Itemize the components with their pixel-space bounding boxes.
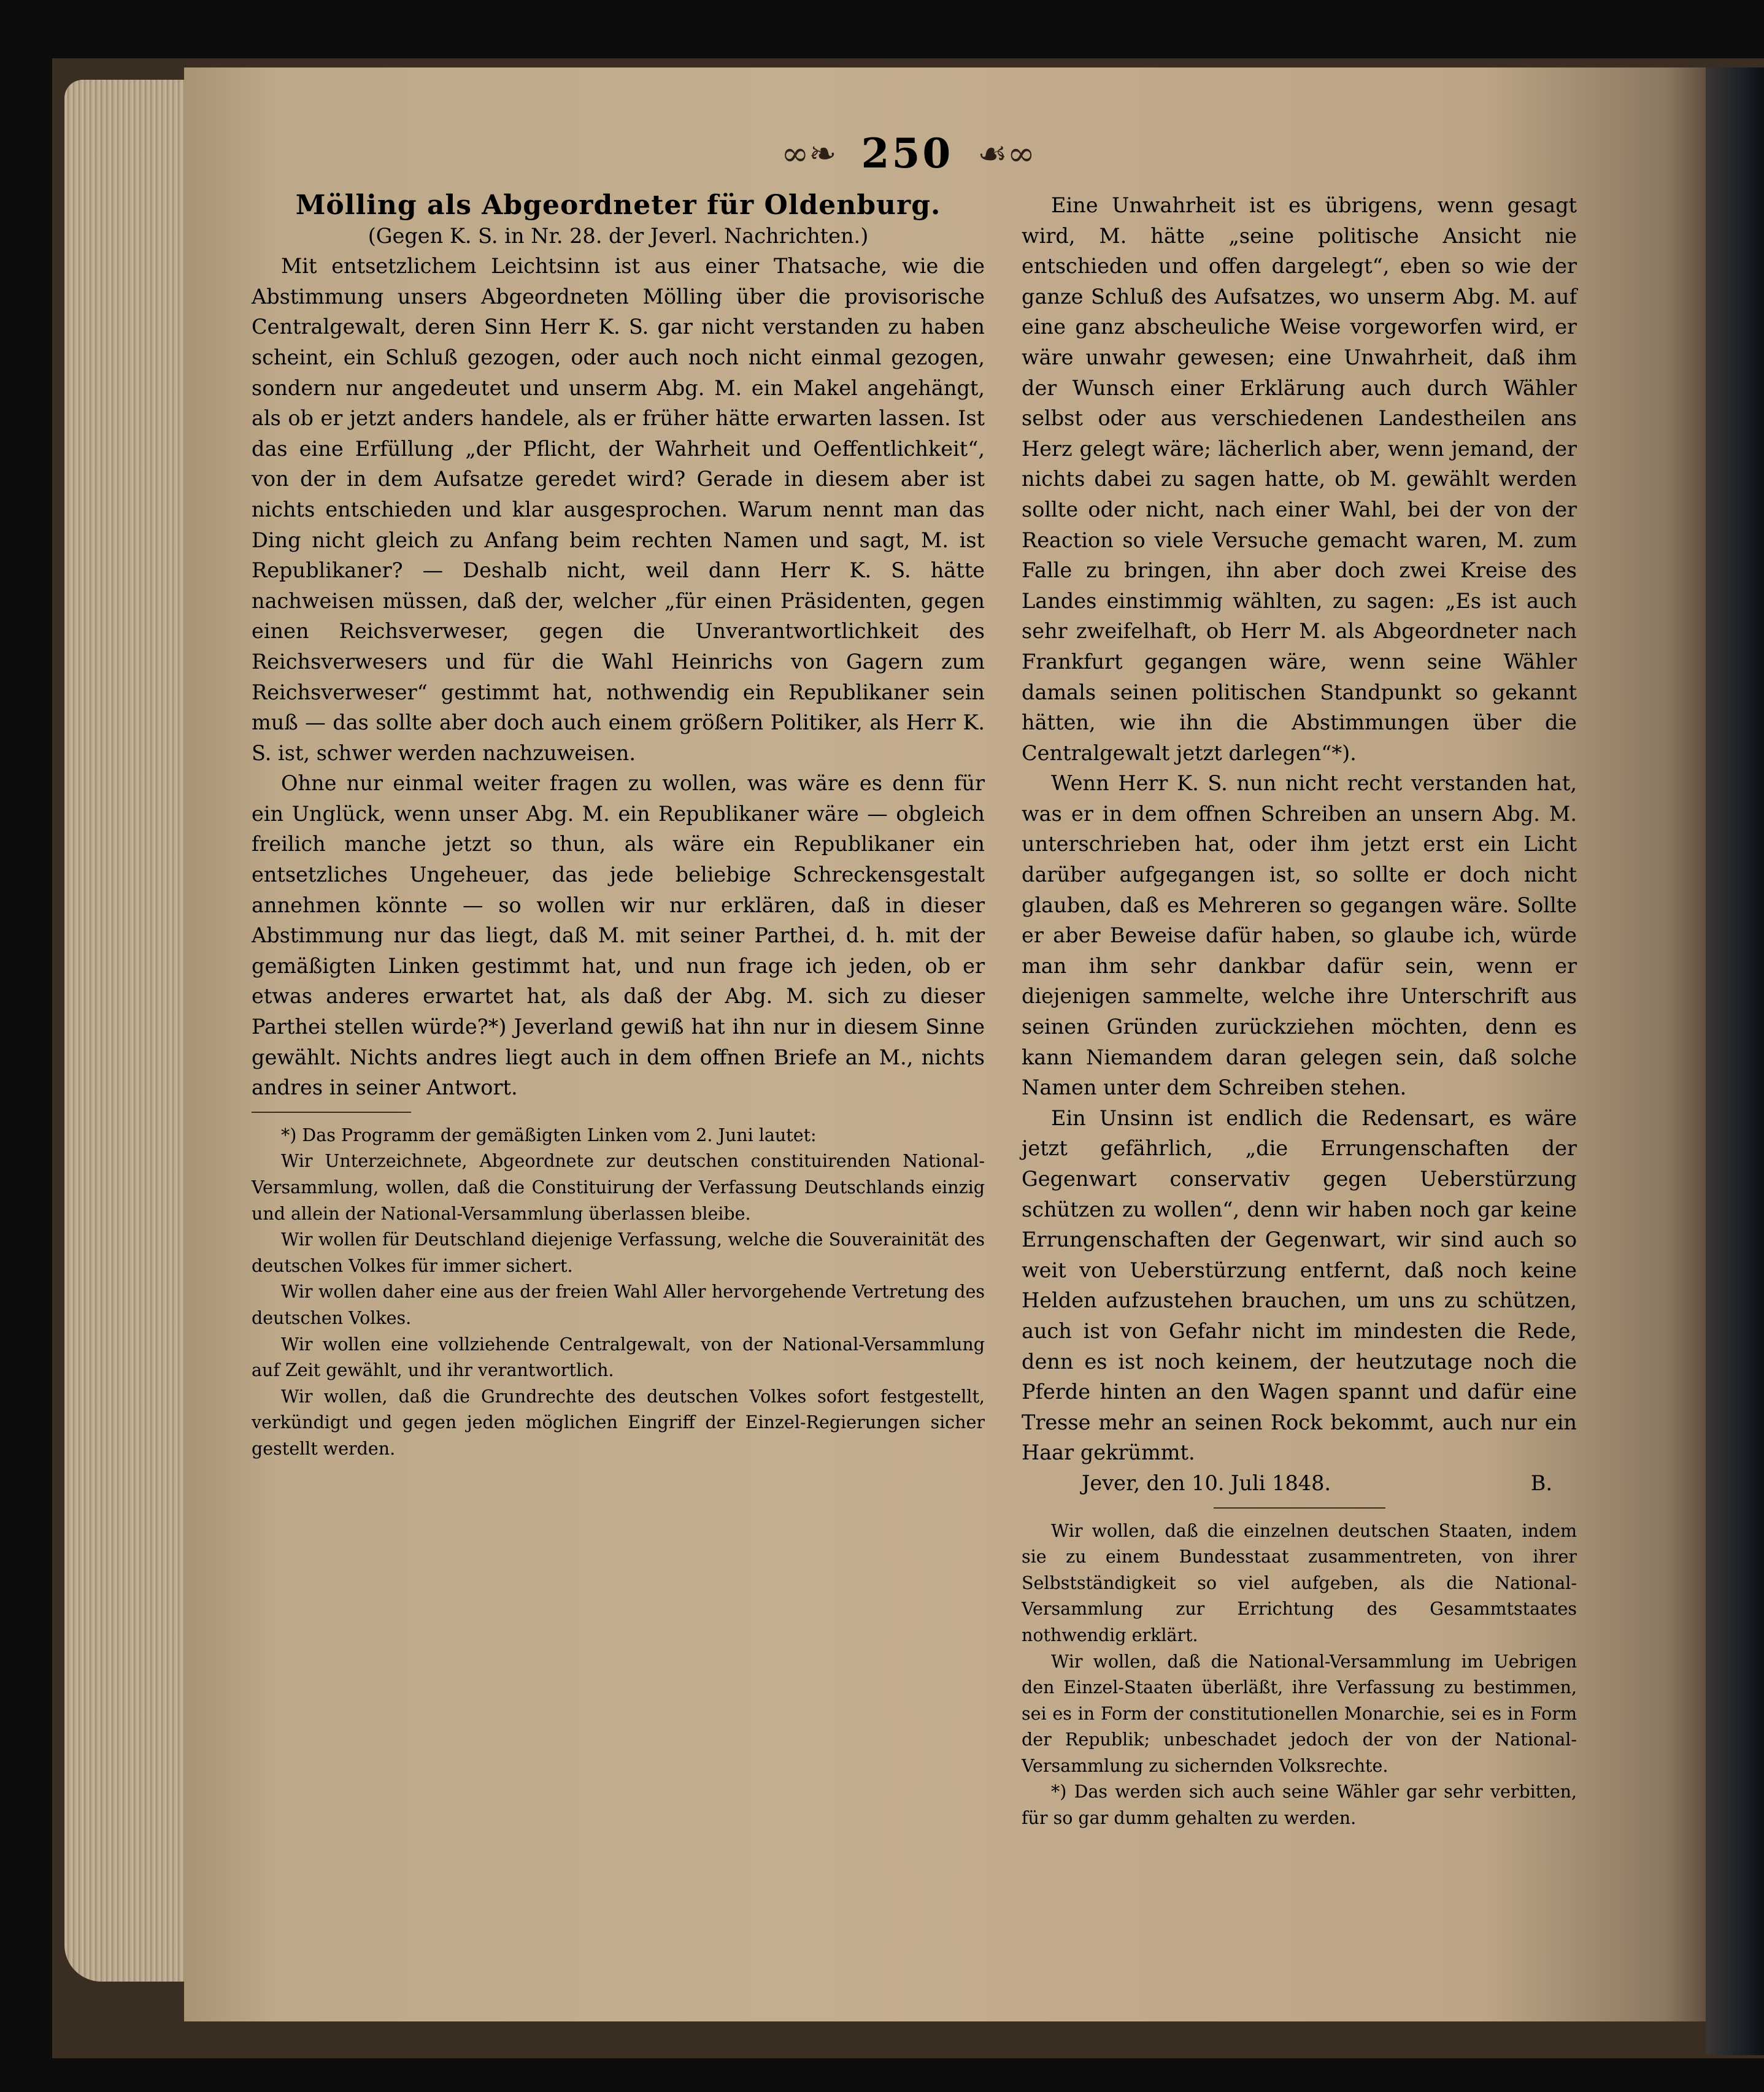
book-spine: [1706, 67, 1764, 2055]
page-number: 250: [861, 129, 953, 177]
paragraph: Wenn Herr K. S. nun nicht recht verstanden hat, was er in dem offnen Schreiben an unsern Abg. M. unterschrieben hat, oder ihm jetzt erst ein Licht darüber aufgegangen ist, so sollte er doch nicht glauben, daß es Mehreren so gegangen wäre. Sollte er aber Beweise dafür haben, so glaube ich, würde man ihm sehr dankbar dafür sein, wenn er diejenigen sammelte, welche ihre Unterschrift aus seinen Gründen zurückziehen möchten, denn es kann Niemandem daran gelegen sein, daß solche Namen unter dem Schreiben stehen.: [1022, 771, 1577, 1100]
ornament-right-icon: ☙∞: [977, 134, 1035, 173]
footnote: Wir wollen, daß die einzelnen deutschen Staaten, indem sie zu einem Bundesstaat zusammentreten, von ihrer Selbstständigkeit so viel aufgeben, als die National-Versammlung zur Errichtung des Gesammtstaates nothwendig erklärt.: [1022, 1520, 1577, 1645]
paragraph: Eine Unwahrheit ist es übrigens, wenn gesagt wird, M. hätte „seine politische Ansicht nie entschieden und offen dargelegt“, eben so wie der ganze Schluß des Aufsatzes, wo unserm Abg. M. auf eine ganz abscheuliche Weise vorgeworfen wird, er wäre unwahr gewesen; eine Unwahrheit, daß ihm der Wunsch einer Erklärung auch durch Wähler selbst oder aus verschiedenen Landestheilen ans Herz gelegt wäre; lächerlich aber, wenn jemand, der nichts dabei zu sagen hatte, ob M. gewählt werden sollte oder nicht, nach einer Wahl, bei der von der Reaction so viele Versuche gemacht waren, M. zum Falle zu bringen, ihn aber doch zwei Kreise des Landes einstimmig wählten, zu sagen: „Es ist auch sehr zweifelhaft, ob Herr M. als Abgeordneter nach Frankfurt gegangen wäre, wenn seine Wähler damals seinen politischen Standpunkt so gekannt hätten, wie ihn die Abstimmungen über die Centralgewalt jetzt darlegen“*).: [1022, 193, 1577, 765]
signature: B.: [1530, 1471, 1552, 1495]
article-title: Mölling als Abgeordneter für Oldenburg.: [295, 190, 941, 221]
ornament-left-icon: ∞❧: [781, 134, 837, 173]
footnote: *) Das Programm der gemäßigten Linken vom 2. Juni lautet:: [281, 1125, 817, 1145]
footnote: Wir wollen, daß die Grundrechte des deutschen Volkes sofort festgestellt, verkündigt und gegen jeden möglichen Eingriff der Einzel-Regierungen sicher gestellt werden.: [252, 1386, 985, 1459]
paragraph: Mit entsetzlichem Leichtsinn ist aus einer Thatsache, wie die Abstimmung unsers Abgeordneten Mölling über die provisorische Centralgewalt, deren Sinn Herr K. S. gar nicht verstanden zu haben scheint, ein Schluß gezogen, oder auch noch nicht einmal gezogen, sondern nur angedeutet und unserm Abg. M. ein Makel angehängt, als ob er jetzt anders handele, als er früher hätte erwarten lassen. Ist das eine Erfüllung „der Pflicht, der Wahrheit und Oeffentlichkeit“, von der in dem Aufsatze geredet wird? Gerade in diesem aber ist nichts entschieden und klar ausgesprochen. Warum nennt man das Ding nicht gleich zu Anfang beim rechten Namen und sagt, M. ist Republikaner? — Deshalb nicht, weil dann Herr K. S. hätte nachweisen müssen, daß der, welcher „für einen Präsidenten, gegen einen Reichsverweser, gegen die Unverantwortlichkeit des Reichsverwesers und für die Wahl Heinrichs von Gagern zum Reichsverweser“ gestimmt hat, nothwendig ein Republikaner sein muß — das sollte aber doch auch einem größern Politiker, als Herr K. S. ist, schwer werden nachzuweisen.: [252, 254, 985, 765]
left-column: [252, 190, 985, 1463]
paragraph: Ohne nur einmal weiter fragen zu wollen, was wäre es denn für ein Unglück, wenn unser Abg. M. ein Republikaner wäre — obgleich freilich manche jetzt so thun, als wäre ein Republikaner ein entsetzliches Ungeheuer, das jede beliebige Schreckensgestalt annehmen könnte — so wollen wir nur erklären, daß in dieser Abstimmung nur das liegt, daß M. mit seiner Parthei, d. h. mit der gemäßigten Linken gestimmt hat, und nun frage ich jeden, ob er etwas anderes erwartet hat, als daß der Abg. M. sich zu dieser Parthei stellen würde?*) Jeverland gewiß hat ihn nur in diesem Sinne gewählt. Nichts andres liegt auch in dem offnen Briefe an M., nichts andres in seiner Antwort.: [252, 771, 985, 1100]
page-header: [675, 120, 1141, 187]
footnote: Wir wollen daher eine aus der freien Wahl Aller hervorgehende Vertretung des deutschen Volkes.: [252, 1282, 985, 1328]
paragraph: Ein Unsinn ist endlich die Redensart, es wäre jetzt gefährlich, „die Errungenschaften der Gegenwart conservativ gegen Ueberstürzung schützen zu wollen“, denn wir haben noch gar keine Errungenschaften der Gegenwart, wir sind auch so weit von Ueberstürzung entfernt, daß noch keine Helden aufzustehen brauchen, um uns zu schützen, auch ist von Gefahr nicht im mindesten die Rede, denn es ist noch keinem, der heutzutage noch die Pferde hinten an den Wagen spannt und dafür eine Tresse mehr an seinen Rock bekommt, auch nur ein Haar gekrümmt.: [1022, 1106, 1577, 1465]
footnotes-right: [1022, 1518, 1577, 1832]
footnote: Wir wollen für Deutschland diejenige Verfassung, welche die Souverainität des deutschen Volkes für immer sichert.: [252, 1229, 985, 1276]
dateline: Jever, den 10. Juli 1848.: [1082, 1471, 1331, 1495]
footnote: Wir Unterzeichnete, Abgeordnete zur deutschen constituirenden National-Versammlung, wollen, daß die Constituirung der Verfassung Deutschlands einzig und allein der National-Versammlung überlassen bleibe.: [252, 1151, 985, 1224]
dateline-row: [1022, 1468, 1577, 1499]
footnote: *) Das werden sich auch seine Wähler gar sehr verbitten, für so gar dumm gehalten zu werden.: [1022, 1782, 1577, 1829]
article-subtitle: (Gegen K. S. in Nr. 28. der Jeverl. Nachrichten.): [368, 223, 869, 248]
footnote: Wir wollen eine vollziehende Centralgewalt, von der National-Versammlung auf Zeit gewählt, und ihr verantwortlich.: [252, 1334, 985, 1381]
footnote-divider: [252, 1112, 411, 1113]
footnotes-left: [252, 1123, 985, 1463]
right-column: [1022, 190, 1577, 1832]
footnote-divider: [1214, 1507, 1385, 1509]
footnote: Wir wollen, daß die National-Versammlung im Uebrigen den Einzel-Staaten überläßt, ihre Verfassung zu bestimmen, sei es in Form der constitutionellen Monarchie, sei es in Form der Republik; unbeschadet jedoch der von der National-Versammlung zu sichernden Volksrechte.: [1022, 1651, 1577, 1776]
